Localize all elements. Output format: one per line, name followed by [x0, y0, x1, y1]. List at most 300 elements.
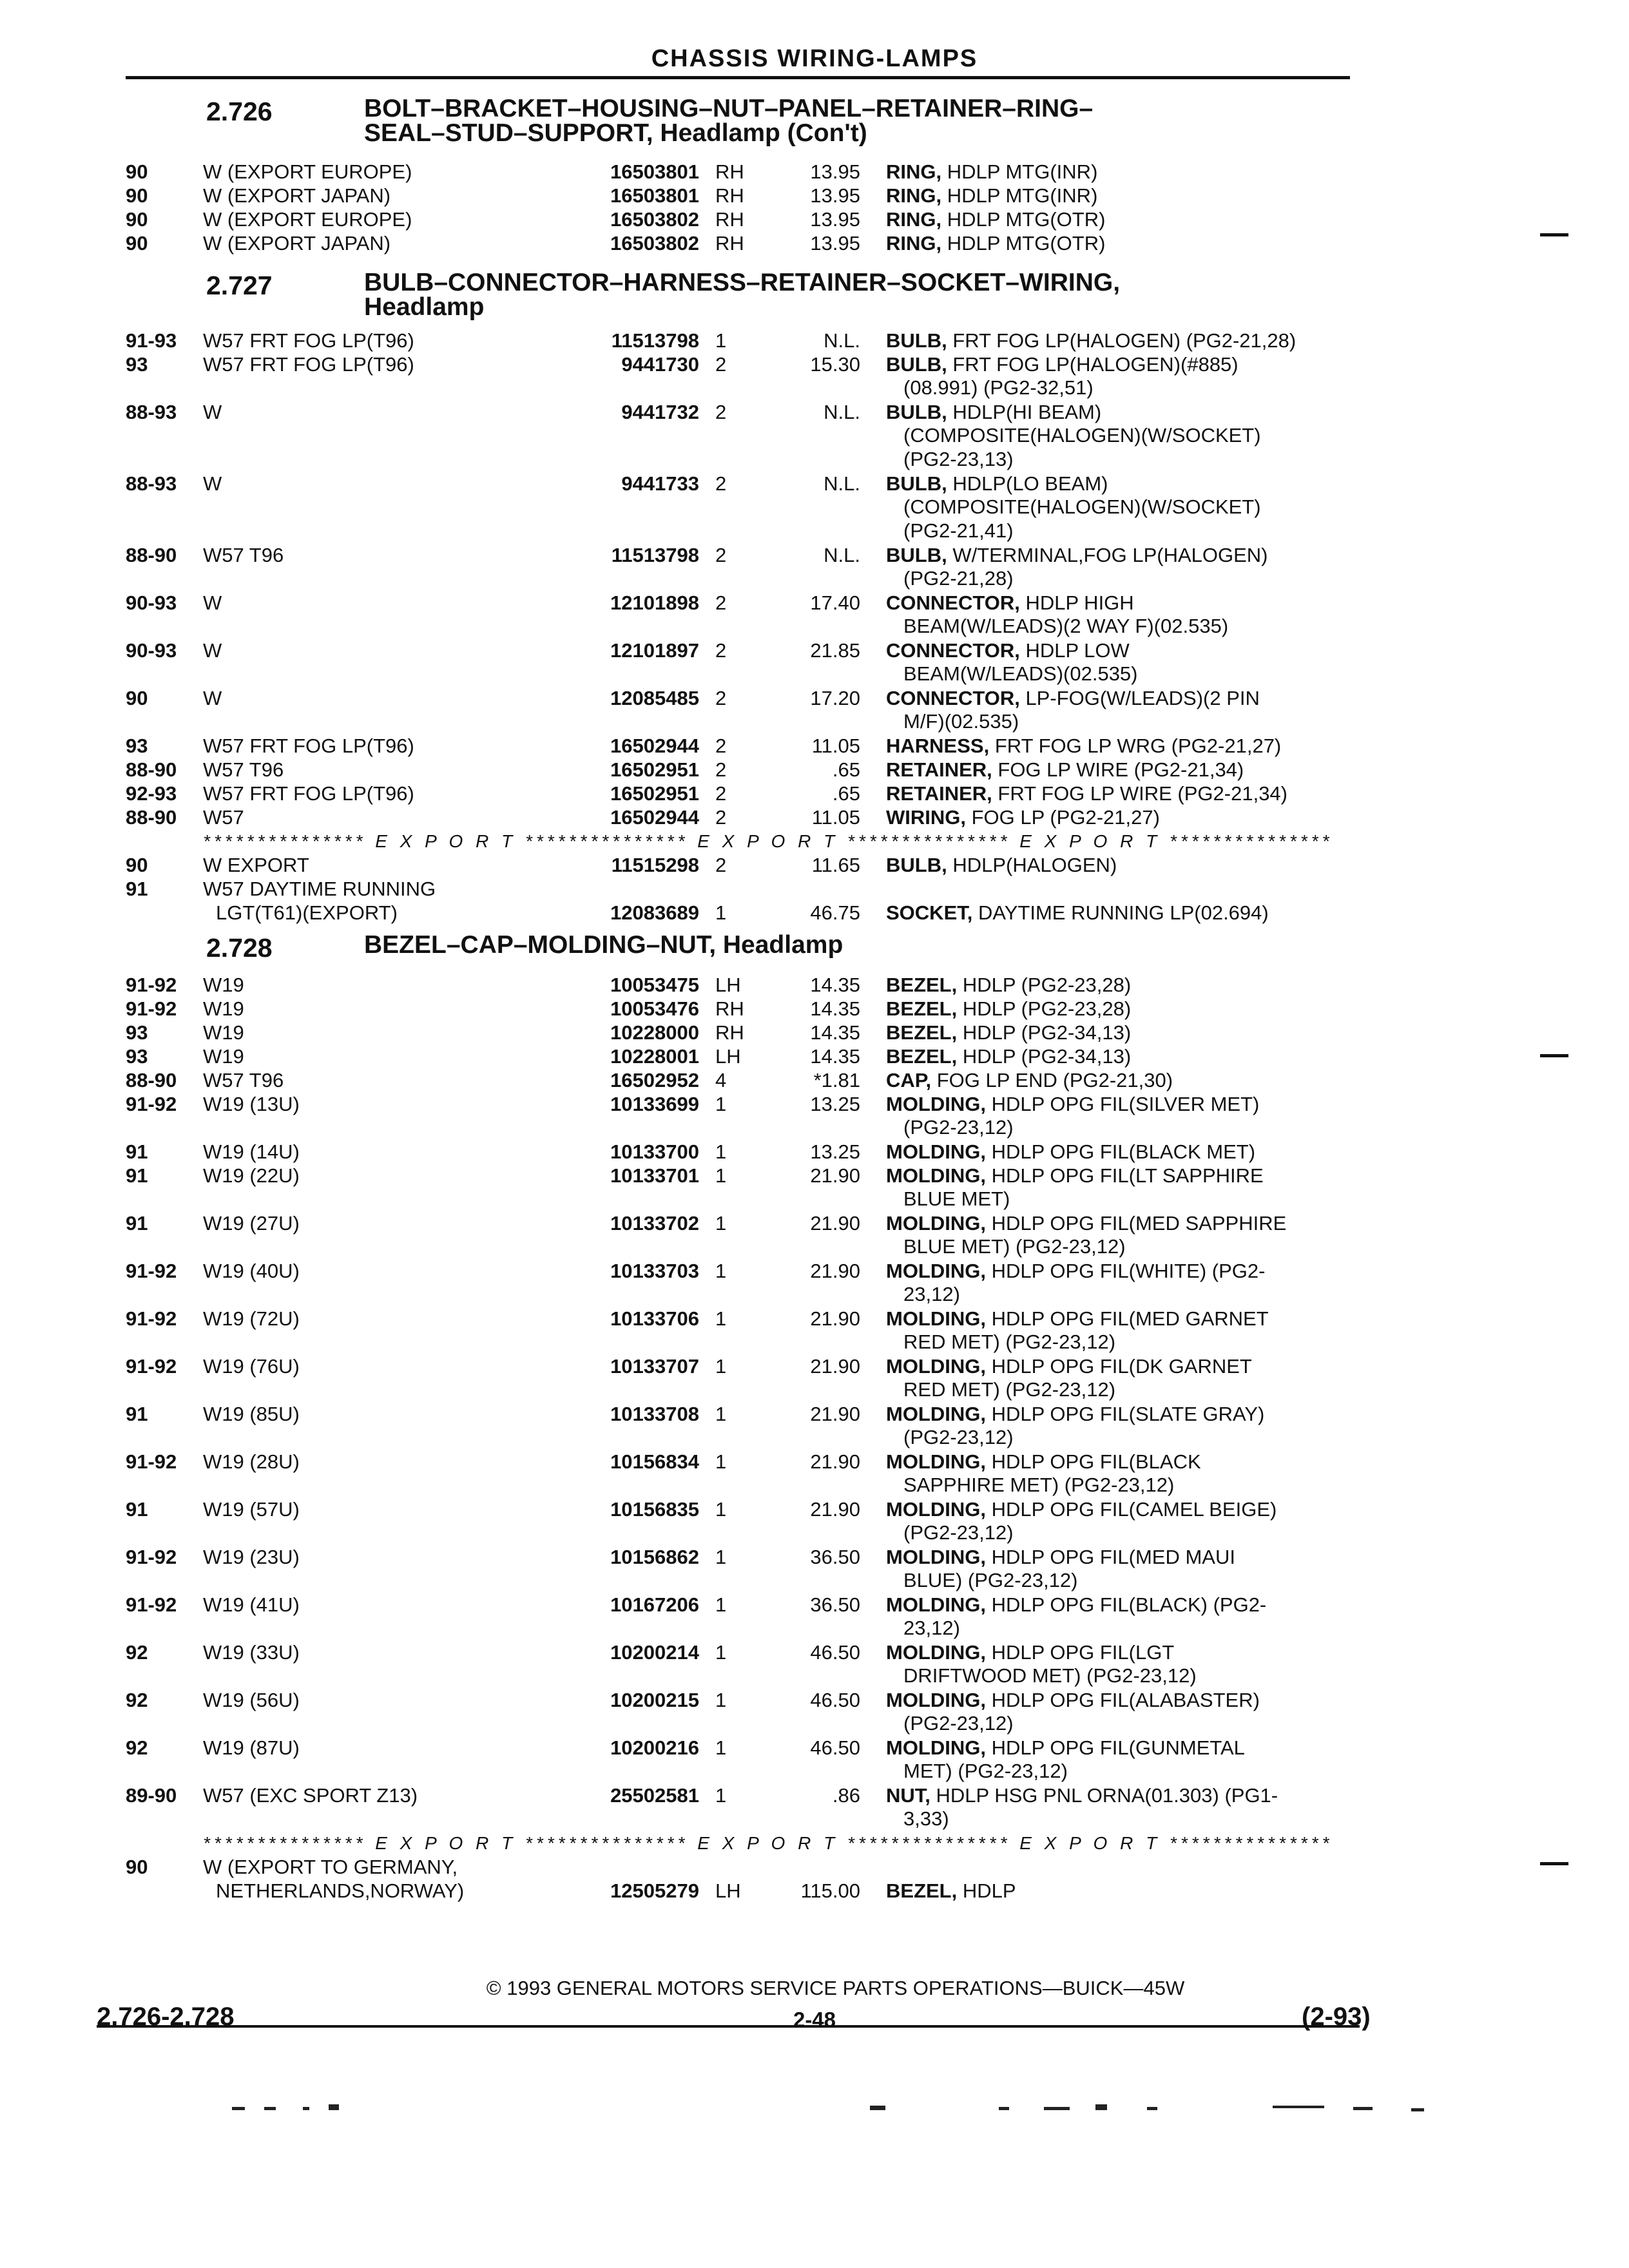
part-number: 10133699	[610, 1093, 699, 1115]
price: 13.25	[810, 1140, 860, 1163]
price: 14.35	[810, 997, 860, 1020]
description-keyword: BULB,	[886, 353, 947, 376]
section-number: 2.727	[206, 271, 273, 300]
quantity: 1	[715, 1593, 727, 1616]
quantity: 1	[715, 1355, 727, 1378]
description-keyword: SOCKET,	[886, 901, 973, 924]
description	[886, 1354, 1356, 1378]
quantity: RH	[715, 160, 744, 183]
quantity: 2	[715, 544, 727, 566]
description-text: HDLP (PG2-34,13)	[957, 1045, 1132, 1068]
part-row[interactable]	[126, 1497, 1350, 1521]
part-row[interactable]	[126, 1402, 1350, 1426]
description	[886, 329, 1356, 352]
quantity: 1	[715, 1164, 727, 1187]
description-text: HDLP OPG FIL(SILVER MET)	[986, 1093, 1260, 1115]
footer-page-number: 2-48	[793, 2008, 836, 2032]
model-code: W EXPORT	[203, 854, 309, 876]
quantity: 1	[715, 1307, 727, 1330]
scan-artifact	[870, 2106, 885, 2110]
model-code: W (EXPORT EUROPE)	[203, 160, 412, 183]
description-text: HDLP OPG FIL(MED GARNET	[986, 1307, 1269, 1330]
description-keyword: MOLDING,	[886, 1641, 986, 1664]
description-keyword: BEZEL,	[886, 974, 958, 996]
quantity: 2	[715, 806, 727, 829]
quantity: 2	[715, 687, 727, 709]
model-code: W	[203, 591, 222, 614]
description-continuation: SAPPHIRE MET) (PG2-23,12)	[903, 1474, 1175, 1496]
part-row[interactable]	[126, 160, 1350, 184]
description-keyword: MOLDING,	[886, 1355, 986, 1378]
part-row[interactable]	[126, 639, 1350, 662]
price: 21.90	[810, 1403, 860, 1425]
description	[886, 1307, 1356, 1331]
price: N.L.	[824, 401, 860, 423]
description-continuation: (PG2-23,12)	[903, 1426, 1014, 1448]
model-year: 92-93	[126, 782, 177, 805]
part-number: 10156862	[610, 1546, 699, 1568]
quantity: 1	[715, 901, 727, 924]
price: 13.95	[810, 184, 860, 207]
part-row[interactable]	[126, 1044, 1350, 1068]
price: 11.05	[811, 735, 860, 757]
price: 46.50	[810, 1689, 860, 1711]
part-row[interactable]	[126, 1259, 1350, 1283]
part-number: 12101898	[610, 591, 699, 614]
model-code-cont: LGT(T61)(EXPORT)	[216, 901, 398, 924]
description	[886, 1140, 1356, 1164]
model-year: 88-90	[126, 544, 177, 566]
description	[886, 1068, 1356, 1092]
description	[886, 1021, 1356, 1044]
price: 46.50	[810, 1736, 860, 1759]
part-number: 16502951	[610, 782, 699, 805]
part-number: 25502581	[610, 1784, 699, 1807]
part-row[interactable]	[126, 472, 1350, 495]
description-text: HDLP(HALOGEN)	[947, 854, 1117, 876]
quantity: 1	[715, 1212, 727, 1235]
description	[886, 853, 1356, 877]
description-text: FOG LP END (PG2-21,30)	[931, 1069, 1173, 1091]
page-title: CHASSIS WIRING-LAMPS	[651, 45, 978, 72]
description-keyword: BEZEL,	[886, 1021, 958, 1044]
description-text: HDLP (PG2-23,28)	[957, 997, 1132, 1020]
description-keyword: RETAINER,	[886, 782, 992, 805]
model-code: W19 (23U)	[203, 1546, 300, 1568]
description-keyword: MOLDING,	[886, 1093, 986, 1115]
model-year: 91	[126, 1403, 148, 1425]
scan-artifact	[1095, 2104, 1107, 2110]
description	[886, 805, 1356, 829]
description-keyword: CONNECTOR,	[886, 591, 1020, 614]
model-code: W57 FRT FOG LP(T96)	[203, 782, 414, 805]
quantity: LH	[715, 974, 741, 996]
model-code: W19 (28U)	[203, 1450, 300, 1473]
section-title-line: Headlamp	[364, 293, 485, 321]
description	[886, 1092, 1356, 1116]
scan-artifact	[1353, 2107, 1373, 2110]
part-number: 10200214	[610, 1641, 699, 1664]
description-keyword: MOLDING,	[886, 1212, 986, 1235]
description-keyword: RING,	[886, 184, 942, 207]
part-row[interactable]	[126, 853, 1350, 877]
description-text: HDLP HIGH	[1019, 591, 1134, 614]
model-year: 91-92	[126, 974, 177, 996]
model-year: 89-90	[126, 1784, 177, 1807]
description-keyword: CONNECTOR,	[886, 687, 1020, 709]
description-continuation: MET) (PG2-23,12)	[903, 1760, 1068, 1782]
description-text: LP-FOG(W/LEADS)(2 PIN	[1019, 687, 1260, 709]
price: 13.95	[810, 160, 860, 183]
part-row[interactable]	[126, 1354, 1350, 1378]
part-number: 12083689	[610, 901, 699, 924]
model-year: 90-93	[126, 639, 177, 662]
description	[886, 973, 1356, 997]
description-continuation: 23,12)	[903, 1617, 960, 1639]
description-keyword: RING,	[886, 232, 942, 255]
price: 21.90	[810, 1260, 860, 1282]
model-code: W57 T96	[203, 758, 284, 781]
description-keyword: MOLDING,	[886, 1140, 986, 1163]
price: 46.75	[810, 901, 860, 924]
description-continuation: RED MET) (PG2-23,12)	[903, 1378, 1116, 1401]
part-number: 11515298	[611, 854, 699, 876]
description-continuation: BEAM(W/LEADS)(2 WAY F)(02.535)	[903, 615, 1229, 637]
part-row[interactable]	[126, 782, 1350, 805]
part-number: 10167206	[610, 1593, 699, 1616]
quantity: 2	[715, 591, 727, 614]
part-number: 12505279	[610, 1879, 699, 1902]
price: 11.65	[811, 854, 860, 876]
description-text: HDLP OPG FIL(GUNMETAL	[986, 1736, 1245, 1759]
description-keyword: BEZEL,	[886, 1045, 958, 1068]
price: 17.40	[810, 591, 860, 614]
part-number: 9441732	[621, 401, 699, 423]
price: 15.30	[810, 353, 860, 376]
part-number: 10200216	[610, 1736, 699, 1759]
model-code: W19	[203, 1021, 244, 1044]
description-continuation: (PG2-23,12)	[903, 1712, 1014, 1735]
description	[886, 1736, 1356, 1760]
model-code: W57 (EXC SPORT Z13)	[203, 1784, 418, 1807]
description-continuation: 3,33)	[903, 1807, 949, 1830]
part-row[interactable]	[126, 184, 1350, 207]
description-continuation: M/F)(02.535)	[903, 710, 1019, 733]
price: N.L.	[824, 544, 860, 566]
model-year: 90	[126, 1856, 148, 1878]
description-keyword: WIRING,	[886, 806, 966, 829]
description-continuation: (08.991) (PG2-32,51)	[903, 376, 1094, 399]
description-text: HDLP HSG PNL ORNA(01.303) (PG1-	[930, 1784, 1278, 1807]
part-number: 12085485	[610, 687, 699, 709]
quantity: 1	[715, 1689, 727, 1711]
quantity: RH	[715, 1021, 744, 1044]
model-code: W19 (72U)	[203, 1307, 300, 1330]
quantity: 2	[715, 353, 727, 376]
description-text: HDLP OPG FIL(BLACK	[986, 1450, 1201, 1473]
part-row[interactable]	[126, 805, 1350, 829]
part-number: 16503802	[610, 232, 699, 255]
description-keyword: RING,	[886, 208, 942, 231]
quantity: 2	[715, 758, 727, 781]
description-keyword: MOLDING,	[886, 1546, 986, 1568]
description-keyword: MOLDING,	[886, 1307, 986, 1330]
model-code: W19 (27U)	[203, 1212, 300, 1235]
part-number: 11513798	[611, 329, 699, 352]
model-year: 91-92	[126, 1450, 177, 1473]
description-keyword: MOLDING,	[886, 1736, 986, 1759]
price: 36.50	[810, 1546, 860, 1568]
description-text: HDLP OPG FIL(WHITE) (PG2-	[986, 1260, 1266, 1282]
description-keyword: RING,	[886, 160, 942, 183]
price: 21.90	[810, 1498, 860, 1521]
description	[886, 1211, 1356, 1235]
part-row[interactable]	[126, 352, 1350, 376]
model-year: 88-93	[126, 401, 177, 423]
description-keyword: CAP,	[886, 1069, 932, 1091]
price: N.L.	[824, 472, 860, 495]
part-row[interactable]	[126, 1068, 1350, 1092]
model-year: 88-93	[126, 472, 177, 495]
model-code: W19 (14U)	[203, 1140, 300, 1163]
model-year: 90-93	[126, 591, 177, 614]
description	[886, 184, 1356, 207]
scan-artifact	[264, 2107, 276, 2110]
model-year: 91	[126, 1212, 148, 1235]
model-year: 90	[126, 160, 148, 183]
part-number: 16503802	[610, 208, 699, 231]
part-row[interactable]	[126, 1140, 1350, 1164]
description	[886, 901, 1356, 925]
description-keyword: BULB,	[886, 854, 947, 876]
model-year: 92	[126, 1641, 148, 1664]
description-text: HDLP MTG(INR)	[941, 184, 1098, 207]
section-number: 2.728	[206, 933, 273, 963]
part-row[interactable]	[126, 1640, 1350, 1664]
part-row[interactable]	[126, 231, 1350, 255]
description	[886, 997, 1356, 1021]
model-year: 93	[126, 1045, 148, 1068]
description-continuation: (COMPOSITE(HALOGEN)(W/SOCKET)	[903, 495, 1261, 518]
model-year: 91-92	[126, 1260, 177, 1282]
model-code-cont: NETHERLANDS,NORWAY)	[216, 1879, 465, 1902]
scan-artifact	[999, 2107, 1009, 2110]
description-keyword: BULB,	[886, 544, 947, 566]
description-continuation: BEAM(W/LEADS)(02.535)	[903, 662, 1138, 685]
description-text: HDLP OPG FIL(DK GARNET	[986, 1355, 1252, 1378]
price: .65	[832, 758, 860, 781]
part-row[interactable]	[126, 543, 1350, 567]
quantity: 1	[715, 1736, 727, 1759]
description-continuation: (PG2-21,28)	[903, 567, 1014, 590]
model-code: W19 (56U)	[203, 1689, 300, 1711]
part-number: 16502944	[610, 806, 699, 829]
model-year: 92	[126, 1736, 148, 1759]
part-number: 9441730	[621, 353, 699, 376]
footer-revision-date: (2-93)	[1302, 2003, 1371, 2031]
description-continuation: RED MET) (PG2-23,12)	[903, 1331, 1116, 1353]
model-year: 91-92	[126, 1593, 177, 1616]
part-row[interactable]	[126, 400, 1350, 424]
description-text: FRT FOG LP(HALOGEN)(#885)	[947, 353, 1239, 376]
description	[886, 639, 1356, 662]
part-row[interactable]	[126, 329, 1350, 352]
quantity: RH	[715, 184, 744, 207]
description-text: FRT FOG LP(HALOGEN) (PG2-21,28)	[947, 329, 1296, 352]
part-row[interactable]	[126, 1688, 1350, 1712]
part-number: 10156834	[610, 1450, 699, 1473]
quantity: 1	[715, 1641, 727, 1664]
description-text: HDLP OPG FIL(MED MAUI	[986, 1546, 1235, 1568]
description-text: W/TERMINAL,FOG LP(HALOGEN)	[947, 544, 1268, 566]
header-rule	[126, 76, 1350, 79]
model-year: 90	[126, 208, 148, 231]
model-code: W57 DAYTIME RUNNING	[203, 878, 436, 900]
footer-copyright: © 1993 GENERAL MOTORS SERVICE PARTS OPERATIONS—BUICK—45W	[364, 1977, 1307, 2000]
description-text: HDLP (PG2-23,28)	[957, 974, 1132, 996]
description-keyword: BEZEL,	[886, 1879, 958, 1902]
description-text: FOG LP (PG2-21,27)	[966, 806, 1160, 829]
description	[886, 734, 1356, 758]
part-row[interactable]	[126, 591, 1350, 615]
description	[886, 1640, 1356, 1664]
part-row[interactable]	[126, 758, 1350, 782]
description	[886, 1497, 1356, 1521]
model-code: W (EXPORT EUROPE)	[203, 208, 412, 231]
part-row[interactable]	[126, 207, 1350, 231]
quantity: 2	[715, 854, 727, 876]
price: 14.35	[810, 1045, 860, 1068]
description-text: HDLP MTG(INR)	[941, 160, 1098, 183]
export-divider: *************** E X P O R T *************** E X P O R T *************** E X P O R T ***************	[203, 1833, 1333, 1853]
description-keyword: BULB,	[886, 401, 947, 423]
description-text: HDLP(HI BEAM)	[947, 401, 1102, 423]
description-text: HDLP LOW	[1019, 639, 1130, 662]
model-year: 90	[126, 687, 148, 709]
description-keyword: BULB,	[886, 472, 947, 495]
quantity: 1	[715, 1403, 727, 1425]
part-number: 10053475	[610, 974, 699, 996]
part-row[interactable]	[126, 1593, 1350, 1617]
description	[886, 782, 1356, 805]
part-row[interactable]	[126, 1783, 1350, 1807]
description-continuation: (PG2-23,12)	[903, 1116, 1014, 1139]
description-text: DAYTIME RUNNING LP(02.694)	[972, 901, 1269, 924]
description-keyword: MOLDING,	[886, 1593, 986, 1616]
description	[886, 1688, 1356, 1712]
part-row[interactable]	[126, 1307, 1350, 1331]
quantity: 1	[715, 1260, 727, 1282]
quantity: 2	[715, 735, 727, 757]
model-year: 91	[126, 878, 148, 900]
quantity: 1	[715, 1093, 727, 1115]
model-code: W	[203, 639, 222, 662]
description	[886, 207, 1356, 231]
part-number: 10133701	[610, 1164, 699, 1187]
export-divider: *************** E X P O R T *************** E X P O R T *************** E X P O R T ***************	[203, 831, 1333, 851]
model-code: W57 FRT FOG LP(T96)	[203, 353, 414, 376]
model-code: W57 T96	[203, 1069, 284, 1091]
model-code: W19 (76U)	[203, 1355, 300, 1378]
description-text: HDLP (PG2-34,13)	[957, 1021, 1132, 1044]
quantity: 4	[715, 1069, 727, 1091]
part-row[interactable]	[126, 686, 1350, 710]
part-number: 9441733	[621, 472, 699, 495]
part-row[interactable]	[126, 1092, 1350, 1116]
description-continuation: (PG2-23,12)	[903, 1521, 1014, 1544]
part-number: 10133707	[610, 1355, 699, 1378]
part-row[interactable]	[126, 1545, 1350, 1569]
part-row[interactable]	[126, 1450, 1350, 1474]
part-row[interactable]	[126, 1021, 1350, 1044]
part-row[interactable]	[126, 1736, 1350, 1760]
description-text: HDLP OPG FIL(MED SAPPHIRE	[986, 1212, 1287, 1235]
description	[886, 1259, 1356, 1283]
description-continuation: BLUE MET) (PG2-23,12)	[903, 1235, 1126, 1258]
quantity: 1	[715, 1546, 727, 1568]
quantity: RH	[715, 208, 744, 231]
description	[886, 1402, 1356, 1426]
part-number: 10133703	[610, 1260, 699, 1282]
scan-artifact	[1273, 2106, 1324, 2108]
quantity: 1	[715, 329, 727, 352]
model-code: W19 (87U)	[203, 1736, 300, 1759]
price: .86	[832, 1784, 860, 1807]
description-keyword: MOLDING,	[886, 1403, 986, 1425]
quantity: 2	[715, 639, 727, 662]
part-number: 16503801	[610, 160, 699, 183]
model-code: W (EXPORT TO GERMANY,	[203, 1856, 458, 1878]
part-row[interactable]	[126, 734, 1350, 758]
part-row[interactable]	[126, 997, 1350, 1021]
model-code: W57	[203, 806, 244, 829]
part-number: 16502951	[610, 758, 699, 781]
model-code: W (EXPORT JAPAN)	[203, 232, 391, 255]
description	[886, 1450, 1356, 1474]
scan-artifact	[232, 2107, 245, 2110]
description-keyword: MOLDING,	[886, 1164, 986, 1187]
description-keyword: NUT,	[886, 1784, 930, 1807]
description	[886, 591, 1356, 615]
description-continuation: BLUE) (PG2-23,12)	[903, 1569, 1078, 1591]
description-continuation: (PG2-21,41)	[903, 519, 1014, 542]
model-code: W19 (85U)	[203, 1403, 300, 1425]
model-year: 90	[126, 854, 148, 876]
description-text: FRT FOG LP WIRE (PG2-21,34)	[992, 782, 1287, 805]
part-row[interactable]	[126, 1211, 1350, 1235]
model-code: W19 (57U)	[203, 1498, 300, 1521]
description	[886, 1593, 1356, 1617]
part-row[interactable]	[126, 973, 1350, 997]
description-keyword: BEZEL,	[886, 997, 958, 1020]
model-year: 93	[126, 1021, 148, 1044]
price: 13.95	[810, 232, 860, 255]
description-keyword: MOLDING,	[886, 1260, 986, 1282]
part-number: 10228000	[610, 1021, 699, 1044]
section-title-line: BOLT–BRACKET–HOUSING–NUT–PANEL–RETAINER–RING–	[364, 95, 1094, 122]
model-code: W19 (40U)	[203, 1260, 300, 1282]
description-keyword: CONNECTOR,	[886, 639, 1020, 662]
model-year: 91-92	[126, 1093, 177, 1115]
quantity: 2	[715, 472, 727, 495]
part-number: 10228001	[610, 1045, 699, 1068]
part-number: 10053476	[610, 997, 699, 1020]
part-row[interactable]	[126, 1164, 1350, 1187]
description-text: HDLP OPG FIL(BLACK MET)	[986, 1140, 1256, 1163]
model-year: 91-93	[126, 329, 177, 352]
description-keyword: RETAINER,	[886, 758, 992, 781]
model-year: 91	[126, 1140, 148, 1163]
